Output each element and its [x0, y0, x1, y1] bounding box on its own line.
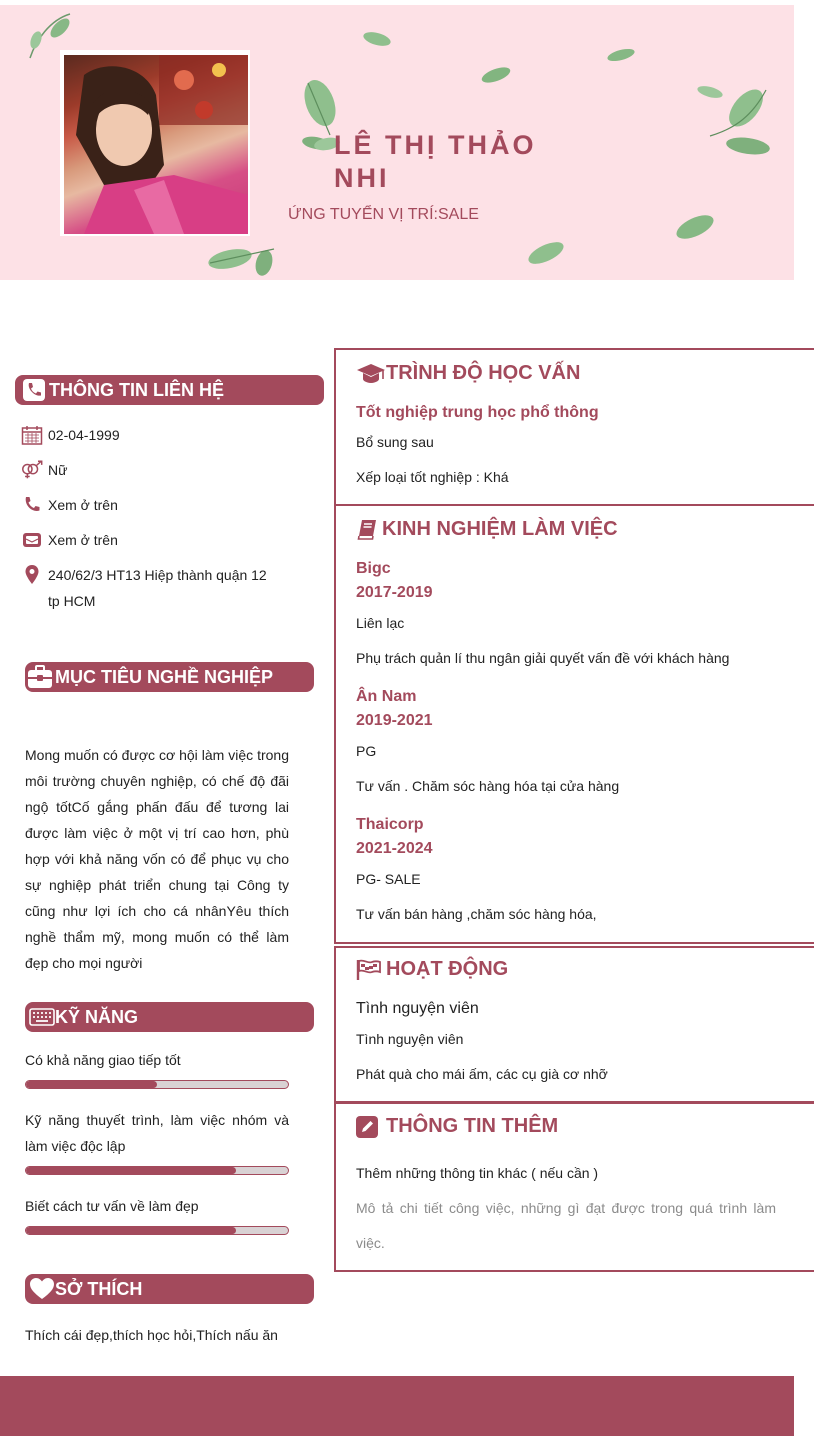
email-value: Xem ở trên — [48, 532, 118, 548]
email-icon — [20, 530, 44, 550]
leaf-icon — [672, 210, 718, 244]
skill-level-bar — [25, 1226, 289, 1235]
phone-icon — [23, 379, 45, 401]
activities-header — [356, 958, 508, 981]
contact-section-header — [15, 375, 324, 405]
education-section — [334, 348, 814, 506]
footer-bar — [0, 1376, 794, 1436]
skill-level-fill — [26, 1167, 236, 1174]
experience-section — [334, 506, 814, 944]
skill-label: Có khả năng giao tiếp tốt — [25, 1052, 181, 1068]
additional-info-text: Thêm những thông tin khác ( nếu cần ) — [356, 1165, 599, 1181]
hobbies-section-header — [25, 1274, 314, 1304]
heart-icon — [29, 1277, 55, 1301]
job-period: 2021-2024 — [356, 840, 433, 857]
job-period: 2019-2021 — [356, 712, 433, 729]
activity-name: Tình nguyện viên — [356, 1000, 479, 1017]
map-pin-icon — [20, 565, 44, 585]
briefcase-icon — [27, 665, 53, 689]
activity-description: Phát quà cho mái ấm, các cụ già cơ nhỡ — [356, 1066, 608, 1082]
additional-info-header — [356, 1115, 558, 1138]
skill-level-bar — [25, 1166, 289, 1175]
additional-info-title: THÔNG TIN THÊM — [386, 1115, 559, 1137]
leaf-icon — [478, 63, 514, 87]
skill-label: Biết cách tư vấn về làm đẹp — [25, 1198, 199, 1214]
gender-row — [20, 460, 67, 483]
skills-section-header — [25, 1002, 314, 1032]
experience-header — [356, 518, 618, 541]
education-header — [356, 362, 580, 385]
calendar-icon — [20, 425, 44, 445]
leaf-icon — [604, 45, 638, 65]
skill-level-bar — [25, 1080, 289, 1089]
education-school: Tốt nghiệp trung học phổ thông — [356, 404, 599, 421]
gender-icon — [20, 460, 44, 480]
profile-photo — [60, 50, 250, 236]
activities-title: HOẠT ĐỘNG — [386, 958, 509, 980]
job-description: Tư vấn . Chăm sóc hàng hóa tại cửa hàng — [356, 778, 620, 794]
job-position: PG — [356, 743, 377, 759]
leaf-icon — [690, 80, 780, 160]
flag-icon — [356, 959, 382, 981]
phone-icon — [20, 495, 44, 515]
hobbies-section-title: SỞ THÍCH — [55, 1278, 143, 1299]
skills-section-title: KỸ NĂNG — [55, 1006, 139, 1027]
objective-text: Mong muốn có được cơ hội làm việc trong môi trường chuyên nghiệp, có chế độ đãi ngộ tốtCố gắng phấn đấu để tương lai được làm việc ở một vị trí cao hơn, phù hợp với khả năng vốn có để phục vụ cho sự nghiệp phát triển chung tại Công ty cũng như lợi ích cho cá nhânYêu thích nghề thẩm mỹ, mong muốn có thể làm đẹp cho mọi người — [25, 747, 289, 971]
additional-info-section — [334, 1101, 814, 1272]
skill-level-fill — [26, 1227, 236, 1234]
job-period: 2017-2019 — [356, 584, 433, 601]
header-banner — [0, 5, 794, 280]
leaf-icon — [204, 239, 280, 280]
contact-section-title: THÔNG TIN LIÊN HỆ — [49, 379, 224, 400]
phone-row — [20, 495, 118, 518]
leaf-icon — [524, 237, 568, 269]
objective-section-title: MỤC TIÊU NGHỀ NGHIỆP — [55, 666, 274, 687]
gender-value: Nữ — [48, 462, 68, 478]
job-position: Liên lạc — [356, 615, 405, 631]
graduation-cap-icon — [356, 363, 386, 385]
skill-label: Kỹ năng thuyết trình, làm việc nhóm và làm việc độc lập — [25, 1112, 289, 1154]
email-row — [20, 530, 118, 553]
pencil-icon — [356, 1116, 378, 1138]
book-icon — [356, 519, 378, 541]
candidate-name: LÊ THỊ THẢO NHI — [334, 130, 537, 193]
job-company: Thaicorp — [356, 816, 424, 833]
education-grade: Xếp loại tốt nghiệp : Khá — [356, 469, 509, 485]
additional-info-placeholder: Mô tả chi tiết công việc, những gì đạt được trong quá trình làm việc. — [356, 1200, 776, 1251]
birthday-row — [20, 425, 120, 448]
education-title: TRÌNH ĐỘ HỌC VẤN — [386, 362, 581, 384]
job-company: Ân Nam — [356, 688, 417, 705]
skill-level-fill — [26, 1081, 157, 1088]
activities-section — [334, 946, 814, 1104]
address-row — [20, 565, 278, 614]
hobbies-text: Thích cái đẹp,thích học hỏi,Thích nấu ăn — [25, 1327, 278, 1343]
experience-title: KINH NGHIỆM LÀM VIỆC — [382, 518, 618, 540]
job-company: Bigc — [356, 560, 391, 577]
activity-role: Tình nguyện viên — [356, 1031, 464, 1047]
applied-position: ỨNG TUYỂN VỊ TRÍ:SALE — [288, 206, 479, 223]
objective-section-header — [25, 662, 314, 692]
leaf-icon — [360, 29, 394, 49]
job-description: Tư vấn bán hàng ,chăm sóc hàng hóa, — [356, 906, 597, 922]
job-position: PG- SALE — [356, 871, 421, 887]
education-detail: Bổ sung sau — [356, 434, 434, 450]
phone-value: Xem ở trên — [48, 497, 118, 513]
address-value: 240/62/3 HT13 Hiệp thành quận 12 tp HCM — [48, 567, 267, 609]
job-description: Phụ trách quản lí thu ngân giải quyết vấn đề với khách hàng — [356, 650, 730, 666]
keyboard-icon — [29, 1008, 55, 1026]
birthday-value: 02-04-1999 — [48, 427, 120, 443]
